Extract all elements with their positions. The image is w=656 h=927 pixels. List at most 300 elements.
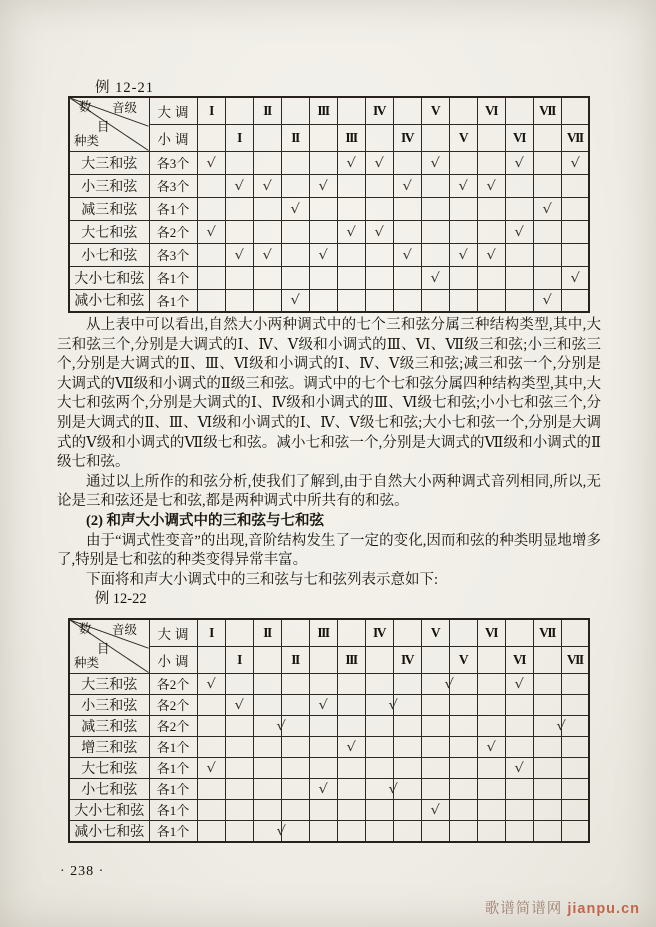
check-cell [561, 243, 589, 266]
check-mark: √ [458, 247, 468, 263]
check-mark: √ [444, 676, 454, 692]
check-cell [225, 778, 253, 799]
check-cell [225, 266, 253, 289]
empty-header-cell [561, 97, 589, 124]
check-cell [197, 174, 225, 197]
check-mark: √ [569, 155, 580, 171]
check-cell [505, 289, 533, 312]
check-cell [505, 694, 533, 715]
check-cell [505, 715, 533, 736]
check-mark: √ [276, 823, 286, 839]
check-cell [477, 694, 505, 715]
check-cell [337, 715, 365, 736]
section-heading-harmonic: (2) 和声大小调式中的三和弦与七和弦 [86, 512, 325, 529]
chord-count-label: 各1个 [149, 289, 197, 312]
check-cell [225, 694, 253, 715]
check-cell [281, 266, 309, 289]
check-cell [225, 799, 253, 820]
check-cell [533, 673, 561, 694]
check-cell [309, 197, 337, 220]
watermark-site-name: 歌谱简谱网 [484, 901, 563, 917]
check-cell [197, 757, 225, 778]
check-mark: √ [402, 247, 412, 263]
check-cell [477, 151, 505, 174]
major-degree-cell: VI [477, 97, 505, 124]
check-cell [449, 243, 477, 266]
check-cell [225, 220, 253, 243]
major-degree-cell: V [421, 619, 449, 646]
chord-type-label: 大小七和弦 [69, 266, 149, 289]
check-cell [393, 799, 421, 820]
check-cell [393, 736, 421, 757]
check-cell [365, 736, 393, 757]
check-cell [281, 197, 309, 220]
check-mark: √ [206, 760, 216, 776]
check-cell [505, 174, 533, 197]
paragraph-conclusion-natural: 通过以上所作的和弦分析,使我们了解到,由于自然大小两种调式音列相同,所以,无论是三和弦还是七和弦,都是两种调式中所共有的和弦。 [57, 473, 601, 510]
check-mark: √ [486, 178, 496, 194]
check-mark: √ [542, 201, 552, 217]
check-cell [561, 799, 589, 820]
check-cell [393, 197, 421, 220]
watermark-url: jianpu.cn [567, 901, 640, 917]
chord-count-label: 各3个 [149, 243, 197, 266]
check-cell [561, 151, 589, 174]
check-cell [505, 799, 533, 820]
check-cell [505, 197, 533, 220]
check-cell [561, 757, 589, 778]
check-cell [421, 715, 449, 736]
table-header-row-major [69, 619, 589, 646]
check-cell [309, 757, 337, 778]
check-cell [253, 757, 281, 778]
check-cell [309, 266, 337, 289]
check-cell [421, 757, 449, 778]
major-degree-cell: III [309, 619, 337, 646]
check-mark: √ [569, 270, 580, 286]
check-cell [561, 266, 589, 289]
check-cell [477, 220, 505, 243]
major-key-header: 大调 [149, 97, 197, 124]
check-cell [421, 799, 449, 820]
check-cell [477, 757, 505, 778]
chord-count-label: 各1个 [149, 757, 197, 778]
check-mark: √ [374, 224, 384, 240]
check-mark: √ [514, 155, 524, 171]
check-cell [281, 778, 309, 799]
chord-count-label: 各2个 [149, 694, 197, 715]
check-cell [421, 243, 449, 266]
check-cell [561, 820, 589, 842]
check-cell [533, 820, 561, 842]
minor-degree-cell: VI [505, 646, 533, 673]
corner-type-label: 种类 [74, 134, 100, 148]
check-mark: √ [486, 739, 496, 755]
check-cell [253, 243, 281, 266]
chord-type-label: 减三和弦 [69, 197, 149, 220]
major-degree-cell: I [197, 619, 225, 646]
check-cell [477, 778, 505, 799]
check-cell [421, 174, 449, 197]
check-cell [281, 289, 309, 312]
check-mark: √ [290, 293, 300, 309]
major-degree-cell: VI [477, 619, 505, 646]
check-mark: √ [276, 718, 286, 734]
check-cell [197, 243, 225, 266]
minor-degree-cell: III [337, 646, 365, 673]
check-cell [309, 174, 337, 197]
major-degree-cell: V [421, 97, 449, 124]
check-cell [393, 757, 421, 778]
check-cell [337, 151, 365, 174]
check-cell [533, 266, 561, 289]
chord-row [69, 694, 589, 715]
check-cell [197, 736, 225, 757]
check-cell [309, 715, 337, 736]
check-mark: √ [388, 781, 398, 797]
minor-degree-cell: IV [393, 646, 421, 673]
check-cell [388, 778, 421, 799]
minor-degree-cell: II [281, 124, 309, 151]
check-cell [365, 197, 393, 220]
minor-degree-cell: II [281, 646, 309, 673]
corner-count-label-1: 数 [79, 622, 92, 636]
check-cell [225, 151, 253, 174]
paragraph-analysis-natural: 从上表中可以看出,自然大小两种调式中的七个三和弦分属三种结构类型,其中,大三和弦三个,分别是大调式的Ⅰ、Ⅳ、Ⅴ级和小调式的Ⅲ、Ⅵ、Ⅶ级三和弦;小三和弦三个,分别是大调式的Ⅱ、Ⅲ、Ⅵ级和小调式的Ⅰ、Ⅳ、Ⅴ级三和弦;减三和弦一个,分别是大调式的Ⅶ级和小调式的Ⅱ级三和弦。调式中的七个七和弦分属四种结构类型,其中,大大七和弦两个,分别是大调式的Ⅰ、Ⅳ级和小调式的Ⅲ、Ⅵ级七和弦;小小七和弦三个,分别是大调式的Ⅱ、Ⅲ、Ⅵ级和小调式的Ⅰ、Ⅳ、Ⅴ级七和弦;大小七和弦一个,分别是大调式的Ⅴ级和小调式的Ⅶ级七和弦。减小七和弦一个,分别是大调式的Ⅶ级和小调式的Ⅱ级七和弦。 [57, 317, 601, 471]
check-cell [561, 174, 589, 197]
check-cell [561, 694, 589, 715]
natural-modes-chord-table [68, 96, 590, 313]
check-cell [421, 778, 449, 799]
minor-key-header: 小调 [149, 124, 197, 151]
check-cell [444, 673, 477, 694]
empty-header-cell [477, 124, 505, 151]
check-cell [309, 799, 337, 820]
chord-type-label: 减小七和弦 [69, 289, 149, 312]
check-cell [555, 715, 589, 736]
check-cell [225, 820, 253, 842]
check-cell [505, 673, 533, 694]
empty-header-cell [533, 646, 561, 673]
check-mark: √ [514, 760, 524, 776]
check-mark: √ [514, 224, 524, 240]
check-cell [365, 757, 393, 778]
check-mark: √ [318, 178, 328, 194]
major-degree-cell: VII [533, 619, 561, 646]
check-cell [533, 799, 561, 820]
check-cell [561, 673, 589, 694]
check-cell [309, 151, 337, 174]
chord-type-label: 大七和弦 [69, 757, 149, 778]
check-cell [477, 799, 505, 820]
check-cell [337, 174, 365, 197]
watermark [485, 897, 640, 918]
corner-header-cell [69, 97, 149, 151]
empty-header-cell [477, 646, 505, 673]
empty-header-cell [197, 646, 225, 673]
empty-header-cell [393, 97, 421, 124]
empty-header-cell [421, 124, 449, 151]
check-cell [477, 736, 505, 757]
check-cell [561, 197, 589, 220]
chord-count-label: 各1个 [149, 266, 197, 289]
chord-type-label: 减三和弦 [69, 715, 149, 736]
page-number: · 238 · [60, 864, 105, 879]
chord-row [69, 715, 589, 736]
empty-header-cell [533, 124, 561, 151]
minor-key-header: 小调 [149, 646, 197, 673]
chord-type-label: 小三和弦 [69, 174, 149, 197]
check-cell [253, 694, 281, 715]
chord-count-label: 各1个 [149, 197, 197, 220]
example-label-12-22: 例 12-22 [94, 591, 147, 608]
empty-header-cell [505, 619, 533, 646]
check-cell [309, 820, 337, 842]
check-cell [505, 757, 533, 778]
empty-header-cell [421, 646, 449, 673]
check-cell [477, 820, 505, 842]
check-cell [365, 151, 393, 174]
check-mark: √ [514, 676, 524, 692]
check-cell [253, 289, 281, 312]
check-cell [533, 220, 561, 243]
check-mark: √ [486, 247, 496, 263]
empty-header-cell [365, 124, 393, 151]
check-cell [449, 799, 477, 820]
table-header-row-major [69, 97, 589, 124]
check-cell [253, 151, 281, 174]
chord-type-label: 小七和弦 [69, 778, 149, 799]
check-cell [337, 243, 365, 266]
check-cell [393, 243, 421, 266]
check-cell [225, 673, 253, 694]
check-cell [365, 715, 393, 736]
major-key-header: 大调 [149, 619, 197, 646]
check-cell [449, 197, 477, 220]
check-cell [197, 151, 225, 174]
check-cell [281, 694, 309, 715]
check-cell [505, 820, 533, 842]
check-cell [477, 715, 505, 736]
major-degree-cell: II [253, 619, 281, 646]
check-mark: √ [374, 155, 384, 171]
check-mark: √ [388, 697, 398, 713]
check-cell [337, 673, 365, 694]
chord-count-label: 各1个 [149, 736, 197, 757]
check-mark: √ [430, 155, 440, 171]
check-cell [337, 197, 365, 220]
check-mark: √ [206, 676, 216, 692]
check-cell [276, 820, 309, 842]
check-mark: √ [206, 155, 216, 171]
body-text [57, 316, 601, 610]
check-cell [337, 778, 365, 799]
check-cell [449, 715, 477, 736]
check-mark: √ [206, 224, 216, 240]
check-cell [365, 220, 393, 243]
check-cell [253, 736, 281, 757]
example-label-12-21: 例 12-21 [95, 80, 154, 96]
check-cell [393, 151, 421, 174]
check-cell [449, 778, 477, 799]
check-cell [393, 174, 421, 197]
check-cell [276, 715, 309, 736]
check-cell [281, 799, 309, 820]
check-cell [197, 778, 225, 799]
chord-row [69, 820, 589, 842]
check-cell [533, 778, 561, 799]
check-mark: √ [346, 155, 356, 171]
check-cell [477, 197, 505, 220]
harmonic-modes-chord-table [68, 618, 590, 843]
paragraph-harmonic-intro: 由于“调式性变音”的出现,音阶结构发生了一定的变化,因而和弦的种类明显地增多了,特别是七和弦的种类变得异常丰富。 [57, 532, 601, 569]
check-cell [365, 289, 393, 312]
minor-degree-cell: V [449, 646, 477, 673]
check-cell [533, 174, 561, 197]
chord-count-label: 各3个 [149, 174, 197, 197]
check-cell [337, 694, 365, 715]
empty-header-cell [309, 646, 337, 673]
check-mark: √ [430, 802, 440, 818]
check-cell [421, 197, 449, 220]
empty-header-cell [365, 646, 393, 673]
check-cell [225, 197, 253, 220]
check-cell [253, 174, 281, 197]
empty-header-cell [225, 97, 253, 124]
chord-count-label: 各2个 [149, 220, 197, 243]
check-cell [393, 289, 421, 312]
chord-row [69, 289, 589, 312]
minor-degree-cell: VI [505, 124, 533, 151]
check-cell [197, 289, 225, 312]
check-cell [309, 694, 337, 715]
check-cell [337, 736, 365, 757]
corner-count-label-2: 目 [97, 642, 110, 656]
check-cell [337, 757, 365, 778]
empty-header-cell [281, 97, 309, 124]
major-degree-cell: III [309, 97, 337, 124]
minor-degree-cell: VII [561, 646, 589, 673]
check-cell [225, 757, 253, 778]
check-cell [477, 266, 505, 289]
check-cell [421, 289, 449, 312]
check-cell [505, 266, 533, 289]
check-cell [449, 151, 477, 174]
check-cell [365, 266, 393, 289]
check-cell [197, 220, 225, 243]
check-cell [533, 736, 561, 757]
chord-row [69, 799, 589, 820]
empty-header-cell [337, 619, 365, 646]
empty-header-cell [197, 124, 225, 151]
check-cell [281, 220, 309, 243]
check-mark: √ [555, 718, 566, 734]
check-cell [449, 174, 477, 197]
check-cell [309, 243, 337, 266]
check-cell [505, 151, 533, 174]
chord-type-label: 大三和弦 [69, 673, 149, 694]
check-cell [253, 799, 281, 820]
check-cell [309, 736, 337, 757]
check-cell [309, 673, 337, 694]
chord-row [69, 220, 589, 243]
check-cell [449, 820, 477, 842]
check-cell [449, 289, 477, 312]
check-mark: √ [234, 697, 244, 713]
check-cell [309, 778, 337, 799]
check-cell [533, 289, 561, 312]
check-cell [533, 151, 561, 174]
check-cell [505, 243, 533, 266]
empty-header-cell [505, 97, 533, 124]
check-cell [477, 289, 505, 312]
chord-type-label: 大三和弦 [69, 151, 149, 174]
empty-header-cell [449, 97, 477, 124]
empty-header-cell [253, 646, 281, 673]
corner-count-label-1: 数 [79, 100, 92, 114]
minor-degree-cell: I [225, 124, 253, 151]
check-cell [337, 220, 365, 243]
check-cell [449, 694, 477, 715]
chord-count-label: 各3个 [149, 151, 197, 174]
check-cell [309, 289, 337, 312]
check-cell [225, 289, 253, 312]
check-cell [421, 694, 449, 715]
check-cell [337, 289, 365, 312]
check-cell [253, 266, 281, 289]
check-cell [533, 757, 561, 778]
check-cell [393, 820, 421, 842]
check-mark: √ [430, 270, 440, 286]
check-cell [449, 757, 477, 778]
chord-type-label: 大小七和弦 [69, 799, 149, 820]
check-cell [225, 736, 253, 757]
check-cell [253, 673, 281, 694]
check-mark: √ [542, 293, 552, 309]
check-mark: √ [234, 247, 244, 263]
chord-count-label: 各2个 [149, 715, 197, 736]
chord-row [69, 673, 589, 694]
chord-row [69, 243, 589, 266]
chord-type-label: 小三和弦 [69, 694, 149, 715]
check-cell [393, 220, 421, 243]
check-cell [393, 715, 421, 736]
empty-header-cell [309, 124, 337, 151]
corner-degree-label: 音级 [112, 101, 138, 115]
check-cell [505, 736, 533, 757]
check-cell [365, 673, 393, 694]
check-cell [337, 799, 365, 820]
check-mark: √ [262, 178, 272, 194]
check-cell [337, 820, 365, 842]
check-cell [533, 694, 561, 715]
check-cell [225, 715, 253, 736]
check-mark: √ [262, 247, 272, 263]
check-cell [225, 174, 253, 197]
check-cell [561, 289, 589, 312]
check-cell [225, 243, 253, 266]
empty-header-cell [561, 619, 589, 646]
check-cell [477, 174, 505, 197]
check-mark: √ [458, 178, 468, 194]
check-cell [421, 151, 449, 174]
empty-header-cell [393, 619, 421, 646]
empty-header-cell [253, 124, 281, 151]
major-degree-cell: II [253, 97, 281, 124]
check-cell [337, 266, 365, 289]
check-cell [253, 220, 281, 243]
check-cell [561, 220, 589, 243]
